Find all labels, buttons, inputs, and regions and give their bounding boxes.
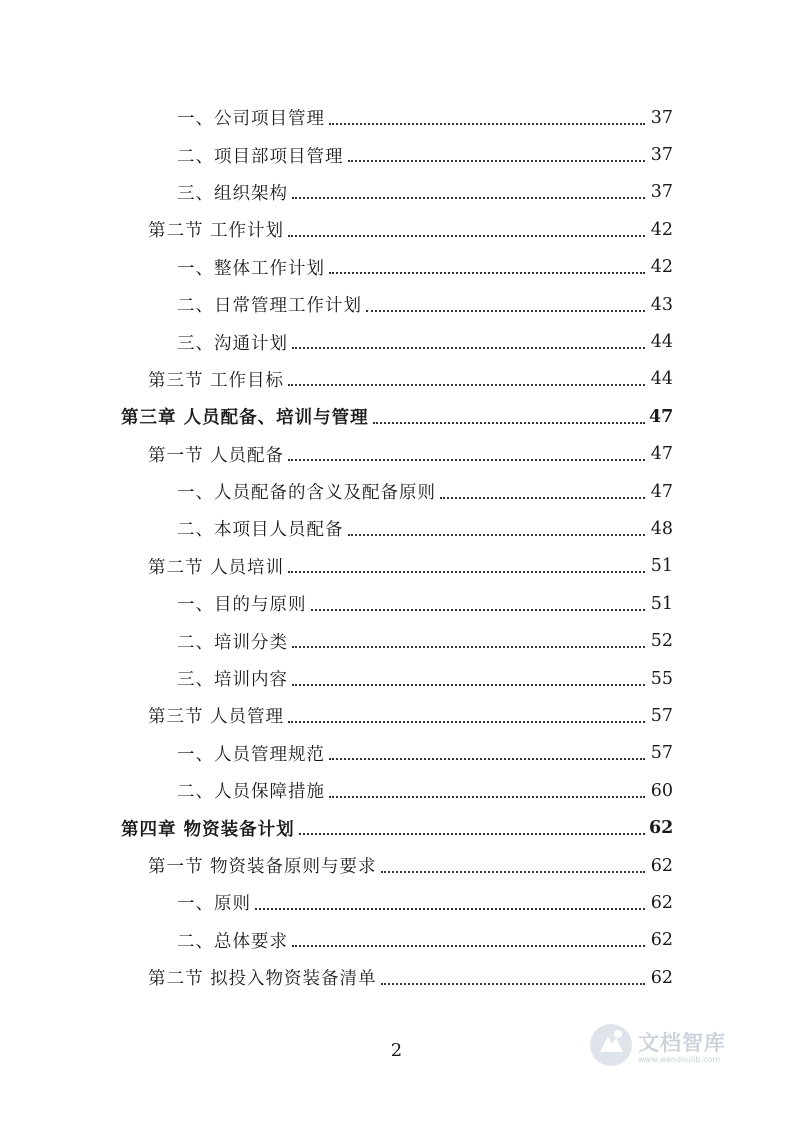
watermark-logo-icon bbox=[588, 1022, 634, 1068]
toc-entry-page: 48 bbox=[650, 518, 673, 539]
toc-entry-title: 第三章 人员配备、培训与管理 bbox=[121, 408, 369, 429]
toc-dot-leader bbox=[329, 123, 645, 125]
toc-entry[interactable] bbox=[0, 323, 793, 360]
toc-entry[interactable] bbox=[0, 249, 793, 286]
toc-entry[interactable] bbox=[0, 772, 793, 809]
toc-entry-title: 第三节 人员管理 bbox=[148, 707, 285, 728]
toc-dot-leader bbox=[329, 758, 645, 760]
toc-entry-title: 三、组织架构 bbox=[177, 183, 288, 204]
toc-entry-title: 第一节 人员配备 bbox=[148, 445, 285, 466]
toc-dot-leader bbox=[288, 235, 645, 237]
toc-dot-leader bbox=[311, 609, 646, 611]
toc-entry-title: 二、本项目人员配备 bbox=[177, 520, 344, 541]
toc-entry[interactable] bbox=[0, 361, 793, 398]
toc-entry-page: 62 bbox=[650, 855, 673, 876]
toc-entry-title: 三、培训内容 bbox=[177, 670, 288, 691]
toc-entry-page: 57 bbox=[650, 743, 673, 764]
toc-entry[interactable] bbox=[0, 622, 793, 659]
toc-entry[interactable] bbox=[0, 959, 793, 996]
toc-entry[interactable] bbox=[0, 660, 793, 697]
toc-entry-page: 42 bbox=[650, 219, 673, 240]
toc-entry-page: 60 bbox=[650, 780, 673, 801]
toc-dot-leader bbox=[329, 796, 645, 798]
page-number: 2 bbox=[390, 1040, 403, 1061]
toc-entry-title: 一、人员配备的含义及配备原则 bbox=[177, 483, 436, 504]
watermark-url: www.wendoulib.com bbox=[638, 1054, 721, 1064]
watermark-name: 文档智库 bbox=[638, 1030, 726, 1055]
toc-entry[interactable] bbox=[0, 922, 793, 959]
toc-entry-page: 57 bbox=[650, 705, 673, 726]
toc-entry-title: 二、总体要求 bbox=[177, 931, 288, 952]
toc-entry-title: 三、沟通计划 bbox=[177, 333, 288, 354]
toc-dot-leader bbox=[381, 871, 645, 873]
toc-entry-page: 51 bbox=[650, 593, 673, 614]
toc-entry-page: 51 bbox=[650, 556, 673, 577]
toc-dot-leader bbox=[373, 422, 645, 424]
toc-entry[interactable] bbox=[0, 436, 793, 473]
toc-entry-title: 一、原则 bbox=[177, 894, 251, 915]
toc-entry-title: 二、日常管理工作计划 bbox=[177, 296, 362, 317]
toc-entry-page: 37 bbox=[650, 145, 673, 166]
toc-entry-page: 47 bbox=[650, 481, 673, 502]
toc-dot-leader bbox=[348, 160, 646, 162]
toc-entry-page: 37 bbox=[650, 107, 673, 128]
toc-entry[interactable] bbox=[0, 211, 793, 248]
toc-entry-title: 第二节 拟投入物资装备清单 bbox=[148, 969, 377, 990]
toc-entry-title: 第二节 人员培训 bbox=[148, 557, 285, 578]
toc-dot-leader bbox=[292, 347, 645, 349]
toc-dot-leader bbox=[288, 571, 645, 573]
toc-entry[interactable] bbox=[0, 884, 793, 921]
toc-entry[interactable] bbox=[0, 136, 793, 173]
toc-entry[interactable] bbox=[0, 735, 793, 772]
toc-dot-leader bbox=[348, 534, 646, 536]
toc-entry[interactable] bbox=[0, 548, 793, 585]
toc-entry[interactable] bbox=[0, 398, 793, 435]
toc-dot-leader bbox=[299, 833, 645, 835]
toc-dot-leader bbox=[366, 310, 645, 312]
toc-entry-title: 二、项目部项目管理 bbox=[177, 146, 344, 167]
toc-entry-page: 43 bbox=[650, 294, 673, 315]
toc-dot-leader bbox=[440, 497, 645, 499]
toc-entry-page: 42 bbox=[650, 257, 673, 278]
toc-entry-page: 52 bbox=[650, 631, 673, 652]
toc-dot-leader bbox=[288, 721, 645, 723]
toc-dot-leader bbox=[329, 272, 645, 274]
toc-entry[interactable] bbox=[0, 847, 793, 884]
toc-entry-title: 第二节 工作计划 bbox=[148, 221, 285, 242]
toc-entry[interactable] bbox=[0, 473, 793, 510]
toc-dot-leader bbox=[292, 945, 645, 947]
toc-entry-title: 一、目的与原则 bbox=[177, 595, 307, 616]
toc-entry[interactable] bbox=[0, 174, 793, 211]
toc-entry-title: 第三节 工作目标 bbox=[148, 370, 285, 391]
toc-entry[interactable] bbox=[0, 286, 793, 323]
toc-entry-title: 第四章 物资装备计划 bbox=[121, 819, 295, 840]
toc-entry-title: 一、整体工作计划 bbox=[177, 258, 325, 279]
toc-dot-leader bbox=[292, 646, 645, 648]
toc-entry-title: 二、培训分类 bbox=[177, 632, 288, 653]
toc-entry[interactable] bbox=[0, 697, 793, 734]
toc-dot-leader bbox=[292, 197, 645, 199]
toc-entry[interactable] bbox=[0, 809, 793, 846]
toc-entry-page: 62 bbox=[649, 818, 674, 839]
toc-dot-leader bbox=[292, 684, 645, 686]
toc-dot-leader bbox=[381, 983, 645, 985]
toc-entry-page: 37 bbox=[650, 182, 673, 203]
toc-entry-page: 62 bbox=[650, 967, 673, 988]
toc-entry-page: 47 bbox=[650, 444, 673, 465]
toc-entry-title: 第一节 物资装备原则与要求 bbox=[148, 857, 377, 877]
toc-entry[interactable] bbox=[0, 585, 793, 622]
toc-entry-page: 44 bbox=[650, 369, 673, 390]
toc-entry-title: 二、人员保障措施 bbox=[177, 782, 325, 803]
toc-dot-leader bbox=[288, 384, 645, 386]
watermark bbox=[588, 1020, 758, 1070]
toc-entry-title: 一、人员管理规范 bbox=[177, 744, 325, 765]
toc-entry[interactable] bbox=[0, 510, 793, 547]
toc-dot-leader bbox=[288, 459, 645, 461]
toc-entry-page: 44 bbox=[650, 332, 673, 353]
toc-dot-leader bbox=[255, 908, 645, 910]
toc-entry-title: 一、公司项目管理 bbox=[177, 109, 325, 130]
toc-entry-page: 62 bbox=[650, 892, 673, 913]
toc-entry-page: 47 bbox=[649, 406, 674, 427]
table-of-contents bbox=[0, 99, 793, 996]
toc-entry-page: 62 bbox=[650, 930, 673, 951]
toc-entry-page: 55 bbox=[650, 668, 673, 689]
toc-entry[interactable] bbox=[0, 99, 793, 136]
